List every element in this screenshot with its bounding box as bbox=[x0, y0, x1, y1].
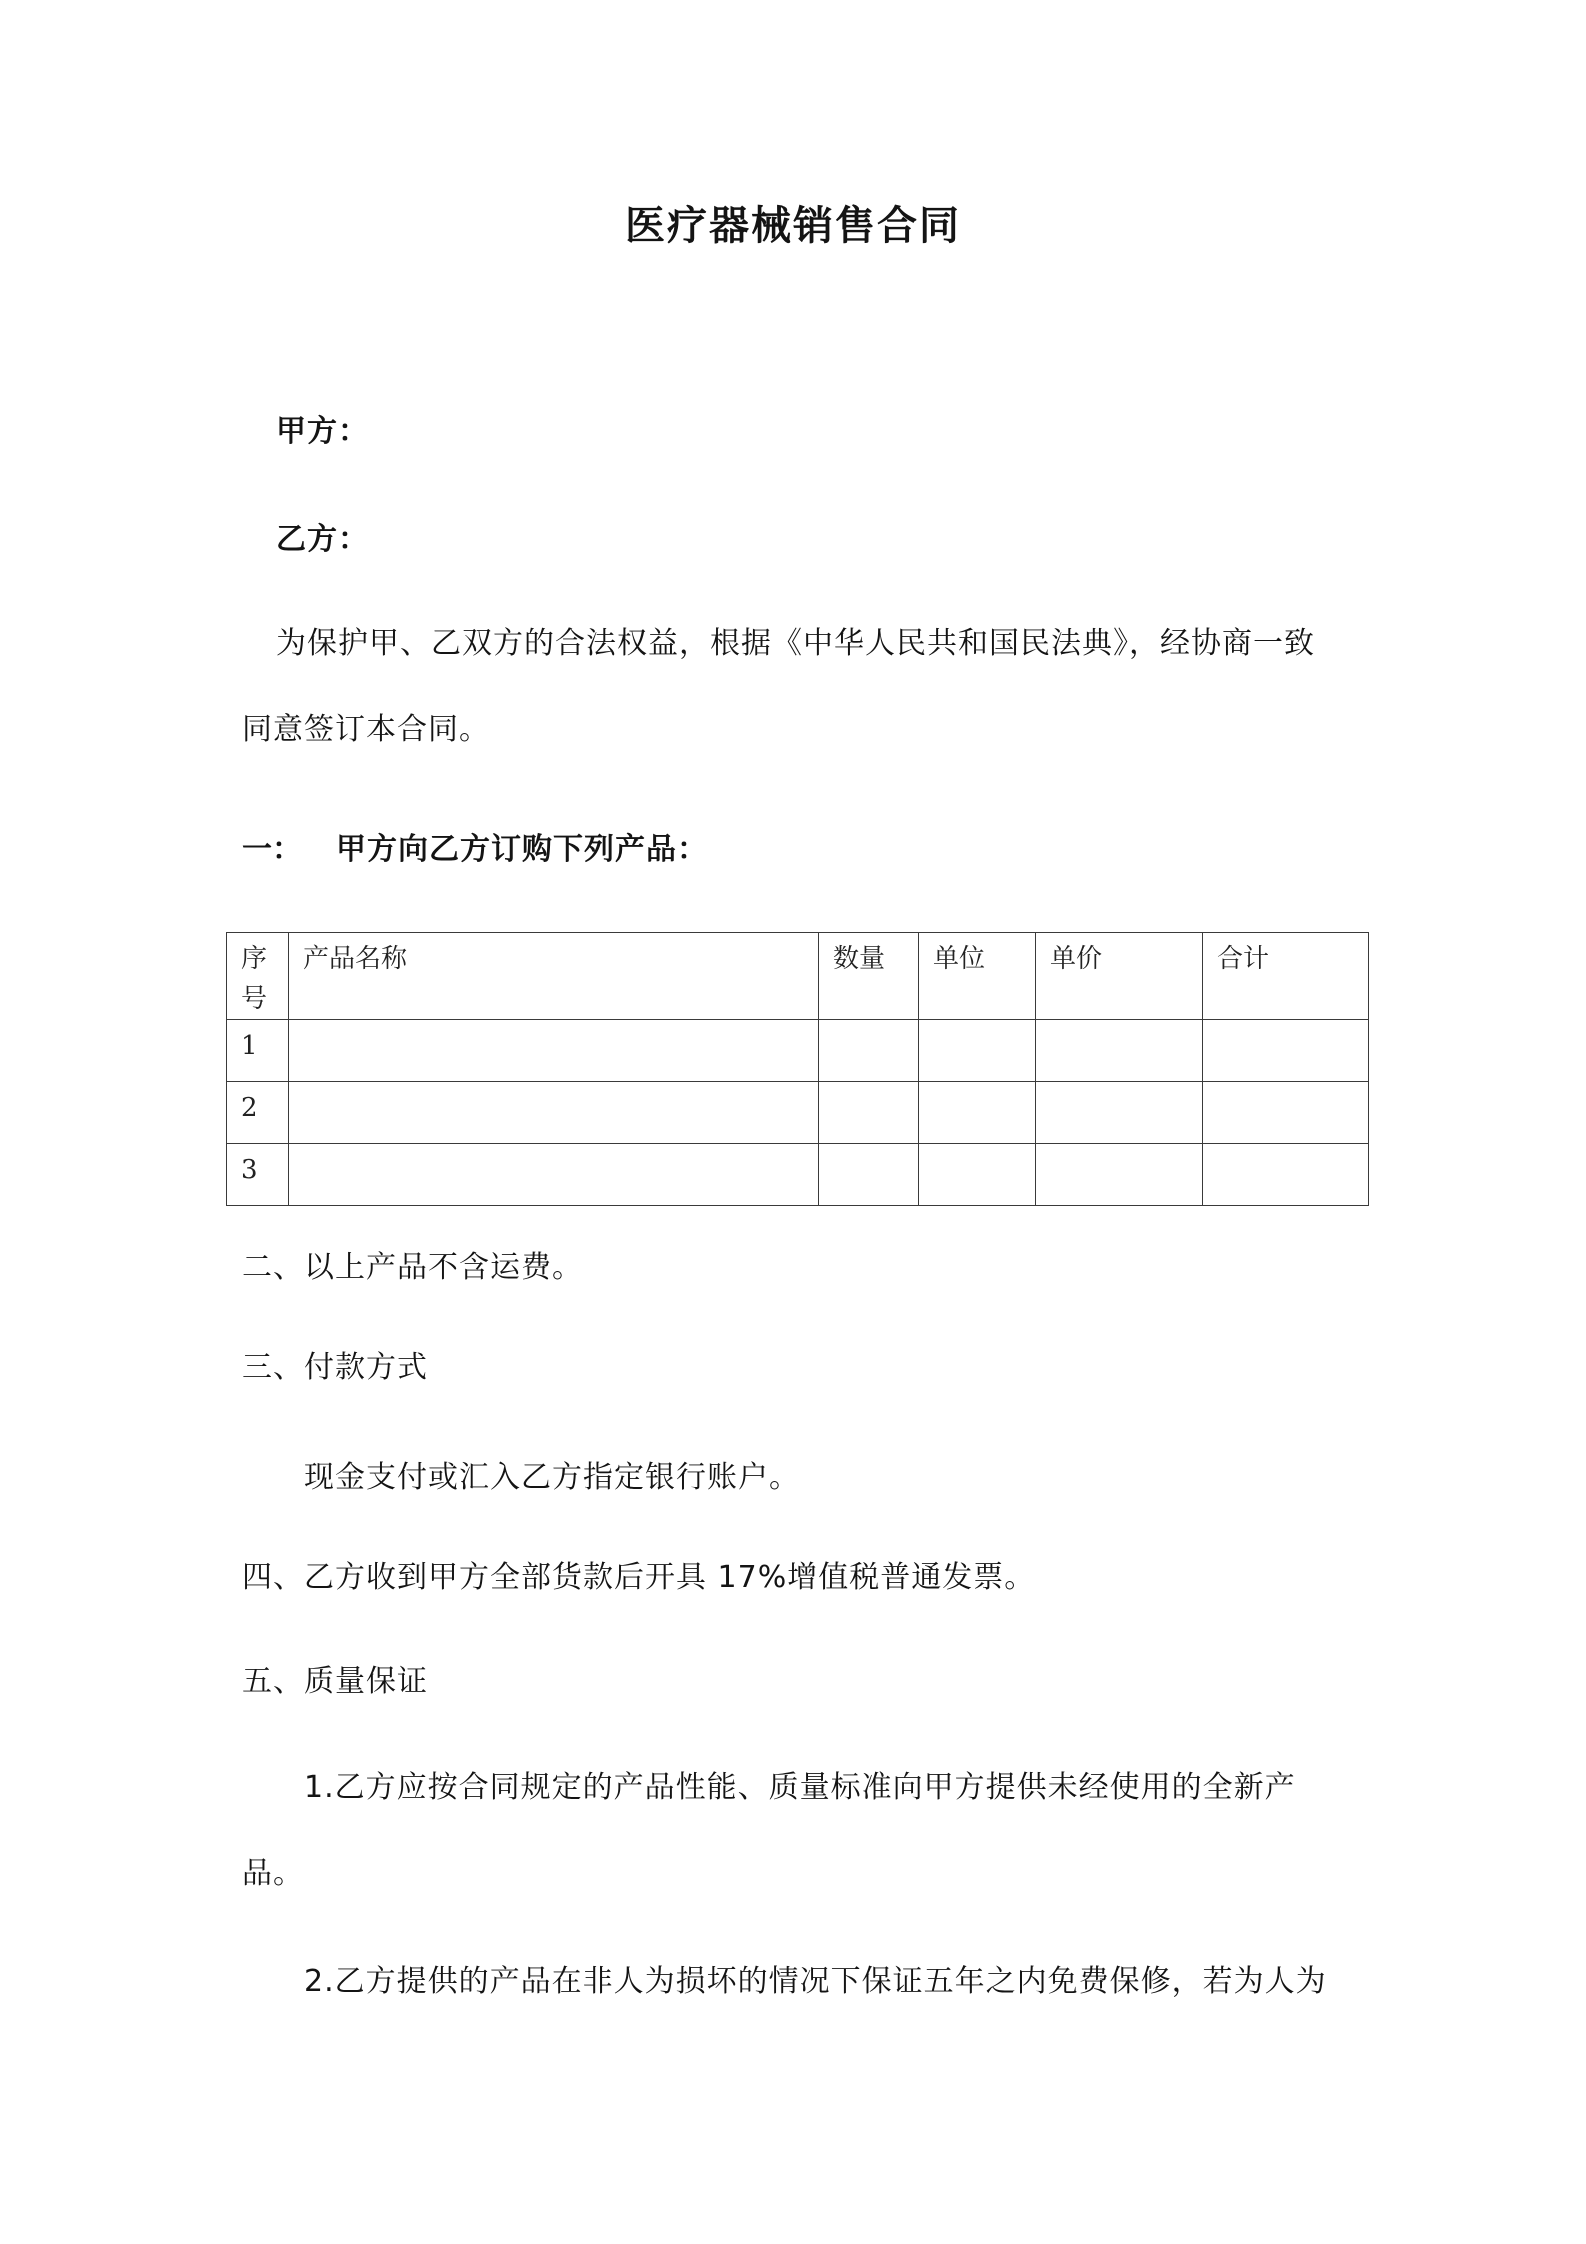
section-1-number: 一： bbox=[242, 832, 302, 867]
product-table bbox=[226, 932, 1369, 1206]
table-header-cell: 单价 bbox=[1036, 933, 1203, 1020]
table-row bbox=[227, 1020, 1369, 1082]
section-1-heading: 甲方向乙方订购下列产品： bbox=[336, 832, 708, 867]
table-cell bbox=[1203, 1144, 1369, 1206]
table-cell bbox=[819, 1144, 919, 1206]
table-header-cell: 产品名称 bbox=[289, 933, 819, 1020]
section-5-heading: 五、质量保证 bbox=[242, 1664, 428, 1699]
clause-2-line-1: 2.乙方提供的产品在非人为损坏的情况下保证五年之内免费保修，若为人为 bbox=[304, 1964, 1327, 1999]
table-cell bbox=[919, 1144, 1036, 1206]
section-3-body: 现金支付或汇入乙方指定银行账户。 bbox=[304, 1460, 800, 1495]
party-b-label: 乙方： bbox=[276, 522, 369, 557]
table-row bbox=[227, 1082, 1369, 1144]
table-header-cell: 单位 bbox=[919, 933, 1036, 1020]
intro-paragraph-line-1: 为保护甲、乙双方的合法权益，根据《中华人民共和国民法典》，经协商一致 bbox=[276, 626, 1315, 661]
table-cell bbox=[1203, 1082, 1369, 1144]
table-cell: 2 bbox=[227, 1082, 289, 1144]
table-cell bbox=[1036, 1082, 1203, 1144]
table-cell bbox=[819, 1082, 919, 1144]
table-cell bbox=[1036, 1020, 1203, 1082]
table-header-row bbox=[227, 933, 1369, 1020]
table-header-cell: 序号 bbox=[227, 933, 289, 1020]
document-title: 医疗器械销售合同 bbox=[625, 203, 961, 249]
table-cell bbox=[289, 1020, 819, 1082]
table-cell bbox=[289, 1082, 819, 1144]
table-row bbox=[227, 1144, 1369, 1206]
table-cell bbox=[819, 1020, 919, 1082]
clause-1-line-1: 1.乙方应按合同规定的产品性能、质量标准向甲方提供未经使用的全新产 bbox=[304, 1770, 1296, 1805]
section-2-text: 二、以上产品不含运费。 bbox=[242, 1250, 583, 1285]
table-cell: 3 bbox=[227, 1144, 289, 1206]
table-cell bbox=[1036, 1144, 1203, 1206]
table-cell bbox=[289, 1144, 819, 1206]
section-4-text: 四、乙方收到甲方全部货款后开具 17%增值税普通发票。 bbox=[242, 1560, 1036, 1595]
clause-1-line-2: 品。 bbox=[242, 1856, 304, 1891]
table-cell bbox=[919, 1082, 1036, 1144]
table-header-cell: 合计 bbox=[1203, 933, 1369, 1020]
table-cell bbox=[919, 1020, 1036, 1082]
table-cell bbox=[1203, 1020, 1369, 1082]
section-3-heading: 三、付款方式 bbox=[242, 1350, 428, 1385]
table-header-cell: 数量 bbox=[819, 933, 919, 1020]
party-a-label: 甲方： bbox=[276, 414, 369, 449]
table-cell: 1 bbox=[227, 1020, 289, 1082]
intro-paragraph-line-2: 同意签订本合同。 bbox=[242, 712, 490, 747]
